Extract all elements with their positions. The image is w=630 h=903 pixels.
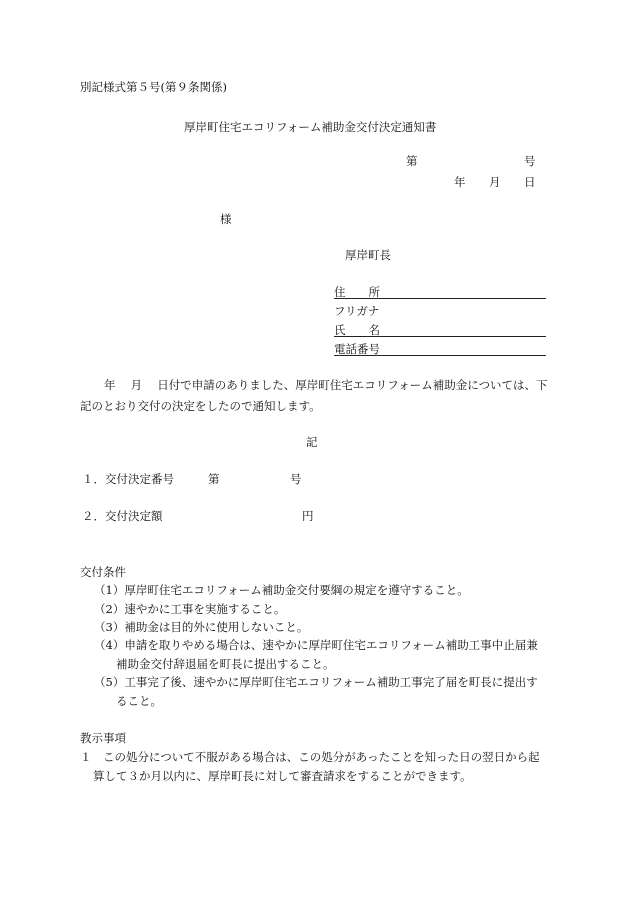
- condition-item-2: （2）速やかに工事を実施すること。: [94, 602, 286, 616]
- condition-item-3: （3）補助金は目的外に使用しないこと。: [94, 620, 309, 634]
- issuer-name: 厚岸町長: [345, 248, 391, 262]
- item-decision-amount-label: ２．交付決定額: [82, 509, 163, 523]
- notice-line-2: 算して３か月以内に、厚岸町長に対して審査請求をすることができます。: [93, 769, 472, 783]
- name-label: 氏 名: [334, 323, 380, 337]
- condition-item-4-continued: 補助金交付辞退届を町長に提出すること。: [116, 657, 335, 671]
- phone-underline: [334, 355, 546, 356]
- item-decision-number-label: １．交付決定番号: [82, 472, 174, 486]
- condition-item-5: （5）工事完了後、速やかに厚岸町住宅エコリフォーム補助工事完了届を町長に提出す: [94, 675, 538, 689]
- notice-number-suffix: 号: [524, 154, 536, 168]
- conditions-heading: 交付条件: [80, 565, 126, 579]
- date-month: 月: [489, 175, 501, 189]
- notice-heading: 教示事項: [80, 731, 126, 745]
- condition-item-1: （1）厚岸町住宅エコリフォーム補助金交付要綱の規定を遵守すること。: [94, 583, 469, 597]
- notice-line-1: １ この処分について不服がある場合は、この処分があったことを知った日の翌日から起: [80, 750, 540, 764]
- date-day: 日: [524, 175, 536, 189]
- furigana-label: フリガナ: [334, 304, 380, 318]
- condition-item-5-continued: ること。: [116, 694, 162, 708]
- phone-label: 電話番号: [334, 342, 380, 356]
- ki-heading: 記: [306, 435, 318, 449]
- condition-item-4: （4）申請を取りやめる場合は、速やかに厚岸町住宅エコリフォーム補助工事中止届兼: [94, 638, 538, 652]
- form-number-label: 別記様式第５号(第９条関係): [80, 80, 227, 94]
- item-decision-amount-unit: 円: [302, 509, 314, 523]
- item-decision-number-suffix: 号: [290, 472, 302, 486]
- addressee-suffix: 様: [220, 212, 232, 226]
- date-year: 年: [454, 175, 466, 189]
- body-text-line-2: 記のとおり交付の決定をしたので通知します。: [80, 399, 321, 413]
- notice-number-prefix: 第: [406, 154, 418, 168]
- name-underline: [334, 336, 546, 337]
- body-text-line-1: 年 月 日付で申請のありました、厚岸町住宅エコリフォーム補助金については、下: [104, 378, 548, 392]
- address-underline: [334, 298, 546, 299]
- address-label: 住 所: [334, 285, 380, 299]
- document-title: 厚岸町住宅エコリフォーム補助金交付決定通知書: [184, 120, 437, 134]
- item-decision-number-prefix: 第: [208, 472, 220, 486]
